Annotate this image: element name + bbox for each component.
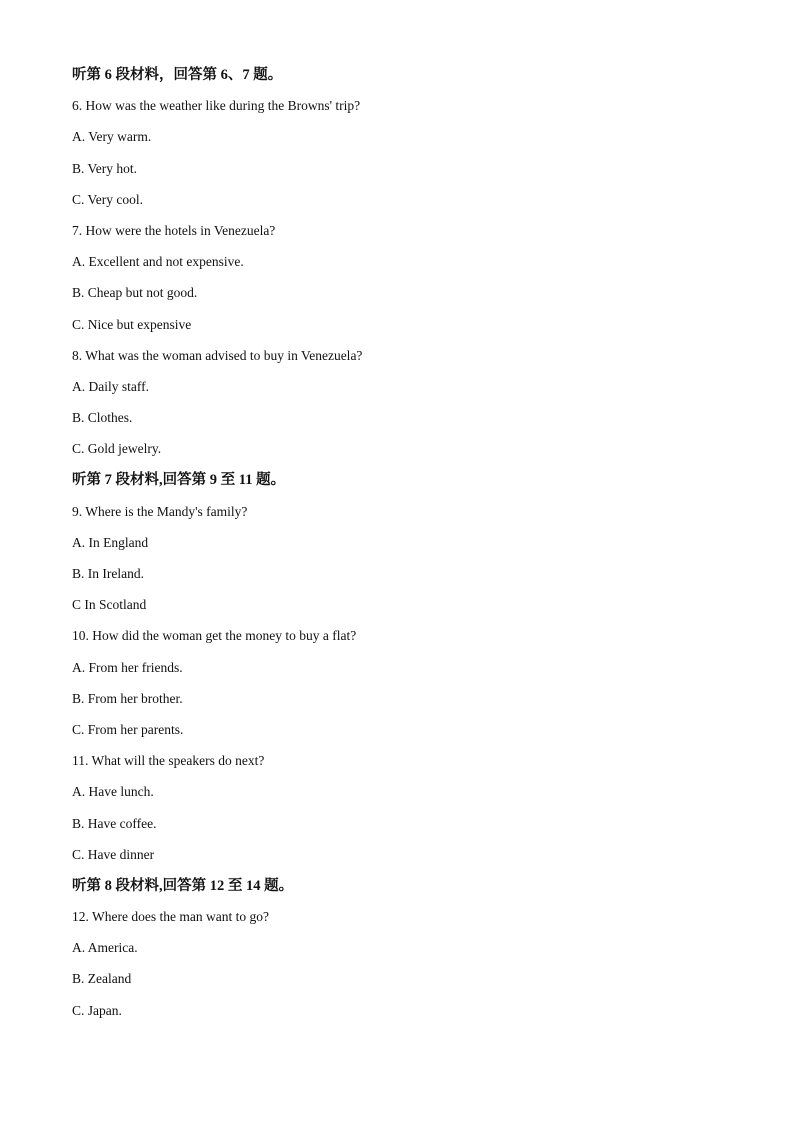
question-9-option-b: B. In Ireland. [72, 566, 144, 581]
question-11-option-b: B. Have coffee. [72, 815, 157, 831]
document-page [72, 64, 732, 1031]
question-6-option-c: C. Very cool. [72, 191, 143, 207]
question-6-option-b: B. Very hot. [72, 160, 138, 176]
question-12-option-b: B. Zealand [72, 971, 132, 987]
question-11-option-a: A. Have lunch. [72, 784, 154, 800]
question-8-option-b: B. Clothes. [72, 410, 133, 426]
section-heading-9-11: 听第 7 段材料,回答第 9 至 11 题。 [72, 472, 286, 489]
question-10-option-c: C. From her parents. [72, 721, 184, 737]
question-7: 7. How were the hotels in Venezuela? [72, 222, 276, 238]
question-10-option-b: B. From her brother. [72, 690, 183, 706]
section-heading-6-7: 听第 6 段材料，回答第 6、7 题。 [72, 67, 283, 83]
question-10-option-a: A. From her friends. [72, 659, 183, 675]
question-9: 9. Where is the Mandy's family? [72, 503, 248, 519]
question-8-option-a: A. Daily staff. [72, 378, 149, 394]
question-9-option-a: A. In England [72, 534, 149, 550]
section-heading-12-14: 听第 8 段材料,回答第 12 至 14 题。 [72, 877, 294, 894]
question-7-option-b: B. Cheap but not good. [72, 285, 198, 301]
question-11: 11. What will the speakers do next? [72, 753, 265, 769]
question-8: 8. What was the woman advised to buy in Venezuela? [72, 347, 363, 363]
question-9-option-c: C In Scotland [72, 597, 147, 613]
question-10: 10. How did the woman get the money to buy a flat? [72, 628, 357, 644]
question-12-option-c: C. Japan. [72, 1002, 122, 1018]
question-7-option-a: A. Excellent and not expensive. [72, 254, 244, 270]
question-6-option-a: A. Very warm. [72, 129, 152, 145]
question-7-option-c: C. Nice but expensive [72, 316, 192, 332]
question-11-option-c: C. Have dinner [72, 846, 155, 862]
question-6: 6. How was the weather like during the Browns' trip? [72, 98, 361, 114]
question-12: 12. Where does the man want to go? [72, 909, 269, 925]
question-12-option-a: A. America. [72, 940, 138, 956]
question-8-option-c: C. Gold jewelry. [72, 441, 162, 457]
